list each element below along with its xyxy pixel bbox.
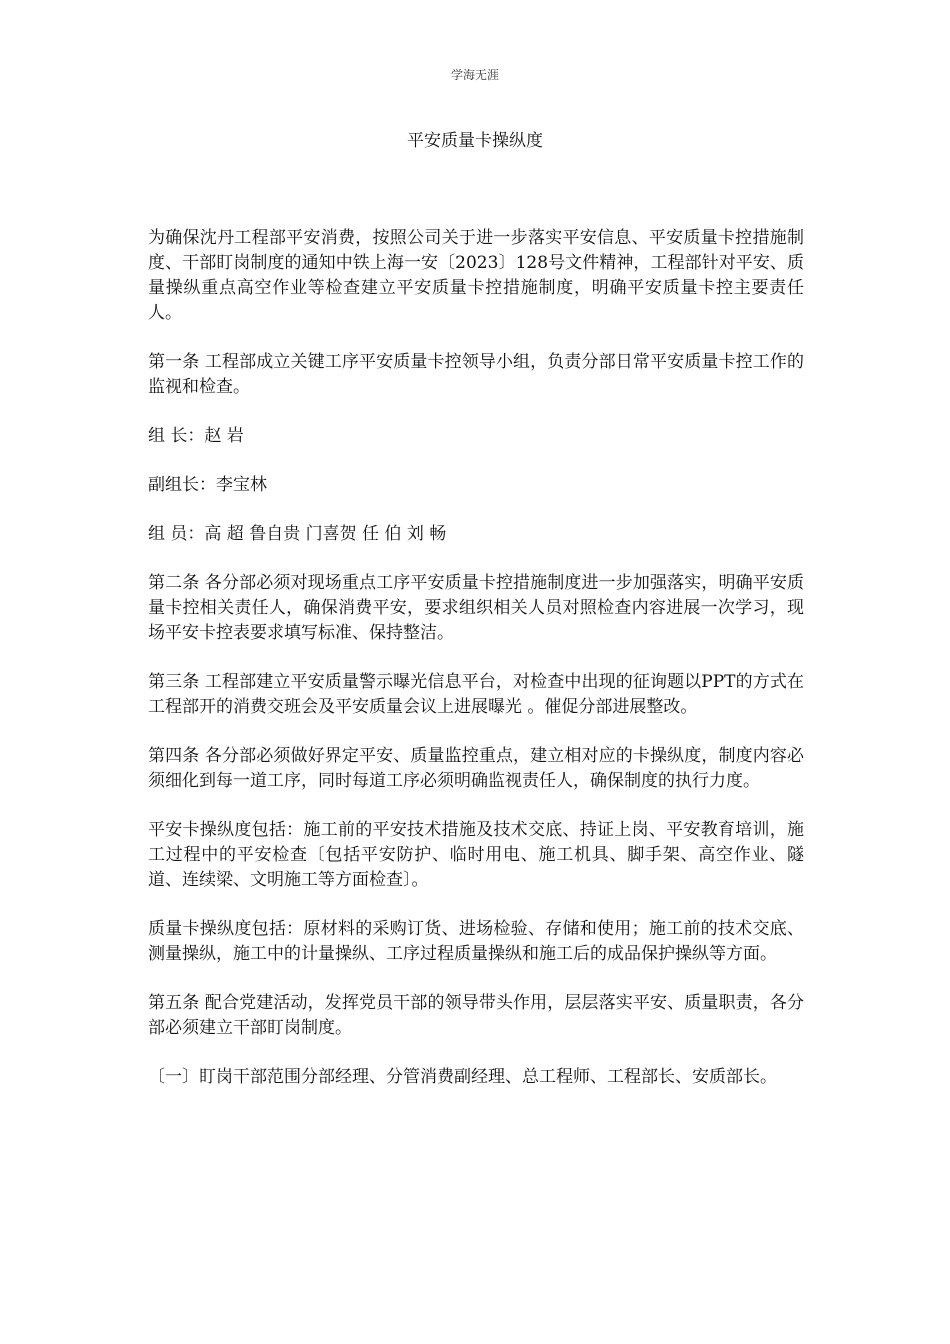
document-title: 平安质量卡操纵度	[407, 131, 543, 151]
team-members-line: 组 员：高 超 鲁自贵 门喜贺 任 伯 刘 畅	[148, 524, 447, 544]
deputy-leader-line: 副组长：李宝林	[148, 475, 267, 495]
page-header: 学海无涯	[450, 68, 499, 82]
article-5-paragraph: 第五条 配合党建活动，发挥党员干部的领导带头作用，层层落实平安、质量职责，各分部必须建立干部盯岗制度。	[148, 993, 804, 1038]
intro-paragraph: 为确保沈丹工程部平安消费，按照公司关于进一步落实平安信息、平安质量卡控措施制度、干部盯岗制度的通知中铁上海一安〔2023〕128号文件精神，工程部针对平安、质量操纵重点高空作业等检查建立平安质量卡控措施制度，明确平安质量卡控主要责任人。	[148, 228, 804, 323]
team-leader-line: 组 长：赵 岩	[148, 426, 244, 446]
quality-control-paragraph: 质量卡操纵度包括：原材料的采购订货、进场检验、存储和使用；施工前的技术交底、测量操纵，施工中的计量操纵、工序过程质量操纵和施工后的成品保护操纵等方面。	[148, 919, 804, 964]
article-1-paragraph: 第一条 工程部成立关键工序平安质量卡控领导小组，负责分部日常平安质量卡控工作的监视和检查。	[148, 352, 804, 397]
document-body	[148, 226, 804, 1114]
item-1-paragraph: 〔一〕盯岗干部范围分部经理、分管消费副经理、总工程师、工程部长、安质部长。	[148, 1067, 777, 1087]
article-4-paragraph: 第四条 各分部必须做好界定平安、质量监控重点，建立相对应的卡操纵度，制度内容必须细化到每一道工序，同时每道工序必须明确监视责任人，确保制度的执行力度。	[148, 746, 804, 791]
safety-control-paragraph: 平安卡操纵度包括：施工前的平安技术措施及技术交底、持证上岗、平安教育培训，施工过程中的平安检查〔包括平安防护、临时用电、施工机具、脚手架、高空作业、隧道、连续梁、文明施工等方面检查〕。	[148, 820, 804, 890]
article-3-paragraph: 第三条 工程部建立平安质量警示曝光信息平台，对检查中出现的征询题以PPT的方式在工程部开的消费交班会及平安质量会议上进展曝光 。催促分部进展整改。	[148, 672, 804, 717]
article-2-paragraph: 第二条 各分部必须对现场重点工序平安质量卡控措施制度进一步加强落实，明确平安质量卡控相关责任人，确保消费平安，要求组织相关人员对照检查内容进展一次学习，现场平安卡控表要求填写标准、保持整洁。	[148, 573, 804, 643]
